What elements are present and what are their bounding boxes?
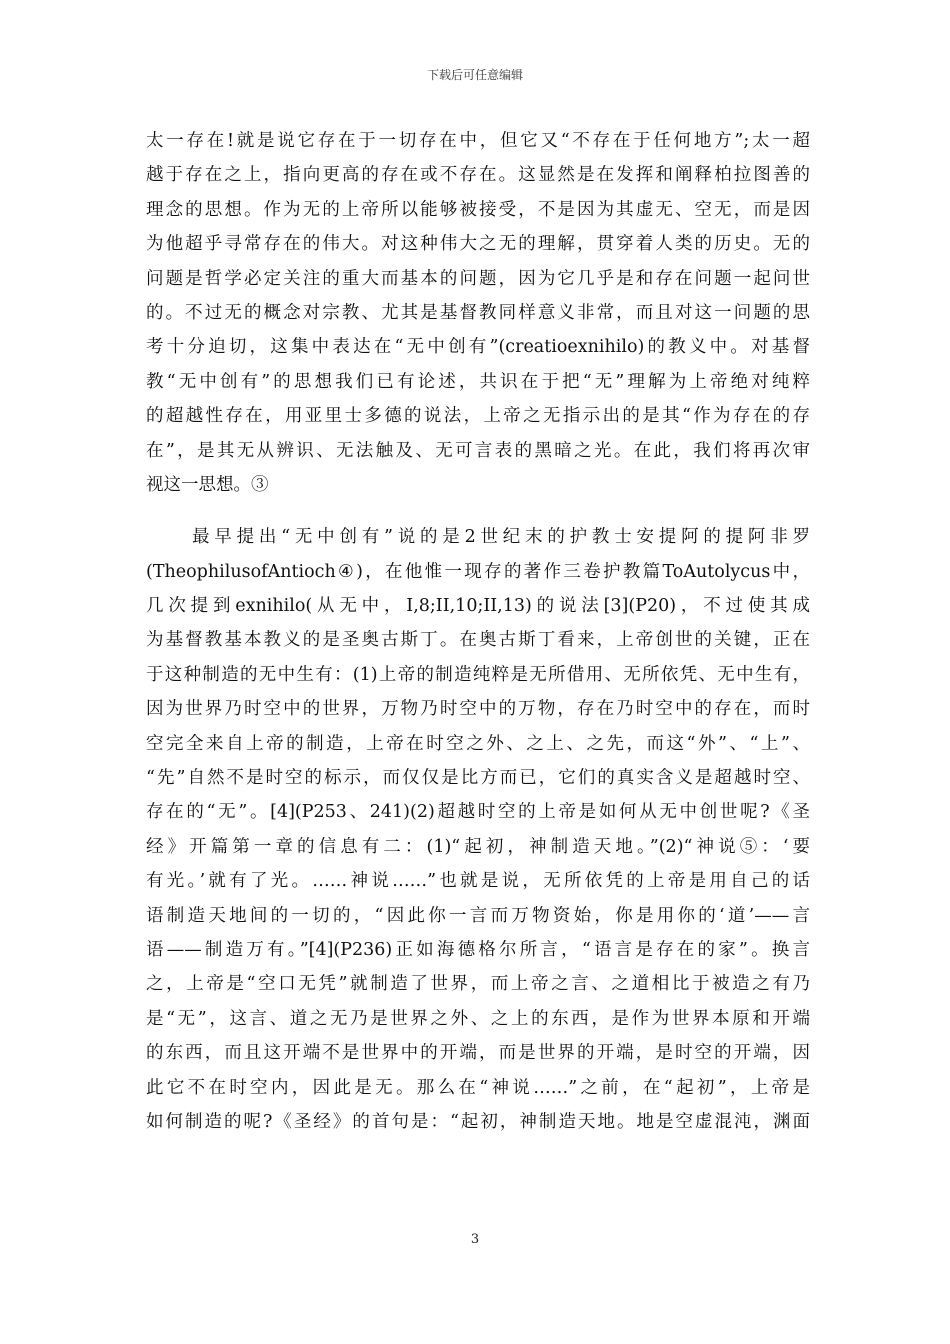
paragraph-spacer bbox=[146, 502, 810, 520]
text-line: 如何制造的呢?《圣经》的首句是：“起初，神制造天地。地是空虚混沌，渊面 bbox=[146, 1111, 810, 1132]
text-line: “先”自然不是时空的标示，而仅仅是比方而已，它们的真实含义是超越时空、 bbox=[146, 768, 810, 789]
text-line: 问题是哲学必定关注的重大而基本的问题，因为它几乎是和存在问题一起问世 bbox=[146, 268, 810, 289]
text-line: (TheophilusofAntioch④)，在他惟一现存的著作三卷护教篇ToAutolycus中， bbox=[146, 561, 810, 582]
text-line: 越于存在之上，指向更高的存在或不存在。这显然是在发挥和阐释柏拉图善的 bbox=[146, 165, 810, 186]
text-line: 语——制造万有。”[4](P236)正如海德格尔所言，“语言是存在的家”。换言 bbox=[146, 939, 810, 960]
text-line: 视这一思想。③ bbox=[146, 474, 269, 495]
text-line: 最早提出“无中创有”说的是2世纪末的护教士安提阿的提阿非罗 bbox=[192, 527, 810, 548]
paragraph-2 bbox=[146, 520, 810, 1139]
text-line: 是“无”，这言、道之无乃是世界之外、之上的东西，是作为世界本原和开端 bbox=[146, 1008, 810, 1029]
document-body bbox=[146, 124, 810, 1139]
page-header: 下载后可任意编辑 bbox=[426, 68, 523, 82]
text-line: 在”，是其无从辨识、无法触及、无可言表的黑暗之光。在此，我们将再次审 bbox=[146, 440, 810, 461]
text-line: 考十分迫切，这集中表达在“无中创有”(creatioexnihilo)的教义中。对基督 bbox=[146, 337, 810, 358]
text-line: 的东西，而且这开端不是世界中的开端，而是世界的开端，是时空的开端，因 bbox=[146, 1043, 810, 1064]
text-line: 教“无中创有”的思想我们已有论述，共识在于把“无”理解为上帝绝对纯粹 bbox=[146, 371, 810, 392]
text-line: 此它不在时空内，因此是无。那么在“神说……”之前，在“起初”，上帝是 bbox=[146, 1077, 810, 1098]
text-line: 的。不过无的概念对宗教、尤其是基督教同样意义非常，而且对这一问题的思 bbox=[146, 302, 810, 323]
page-number: 3 bbox=[470, 1232, 480, 1247]
text-line: 于这种制造的无中生有：(1)上帝的制造纯粹是无所借用、无所依凭、无中生有， bbox=[146, 664, 810, 685]
text-line: 存在的“无”。[4](P253、241)(2)超越时空的上帝是如何从无中创世呢?《圣 bbox=[146, 802, 810, 823]
text-line: 的超越性存在，用亚里士多德的说法，上帝之无指示出的是其“作为存在的存 bbox=[146, 406, 810, 427]
text-line: 几次提到exnihilo(从无中，I,8;II,10;II,13)的说法[3](P20)，不过使其成 bbox=[146, 596, 810, 617]
text-line: 太一存在!就是说它存在于一切存在中，但它又“不存在于任何地方”;太一超 bbox=[146, 131, 810, 151]
text-line: 语制造天地间的一切的，“因此你一言而万物资始，你是用你的‘道’——言 bbox=[146, 905, 810, 926]
text-line: 因为世界乃时空中的世界，万物乃时空中的万物，存在乃时空中的存在，而时 bbox=[146, 699, 810, 720]
text-line: 之，上帝是“空口无凭”就制造了世界，而上帝之言、之道相比于被造之有乃 bbox=[146, 974, 810, 995]
text-line: 为他超乎寻常存在的伟大。对这种伟大之无的理解，贯穿着人类的历史。无的 bbox=[146, 234, 810, 255]
text-line: 空完全来自上帝的制造，上帝在时空之外、之上、之先，而这“外”、“上”、 bbox=[146, 733, 810, 754]
text-line: 有光。’就有了光。……神说……”也就是说，无所依凭的上帝是用自己的话 bbox=[146, 871, 810, 892]
paragraph-1 bbox=[146, 124, 810, 502]
text-line: 为基督教基本教义的是圣奥古斯丁。在奥古斯丁看来，上帝创世的关键，正在 bbox=[146, 630, 810, 651]
text-line: 经》开篇第一章的信息有二：(1)“起初，神制造天地。”(2)“神说⑤：‘要 bbox=[146, 836, 810, 857]
text-line: 理念的思想。作为无的上帝所以能够被接受，不是因为其虚无、空无，而是因 bbox=[146, 199, 810, 220]
